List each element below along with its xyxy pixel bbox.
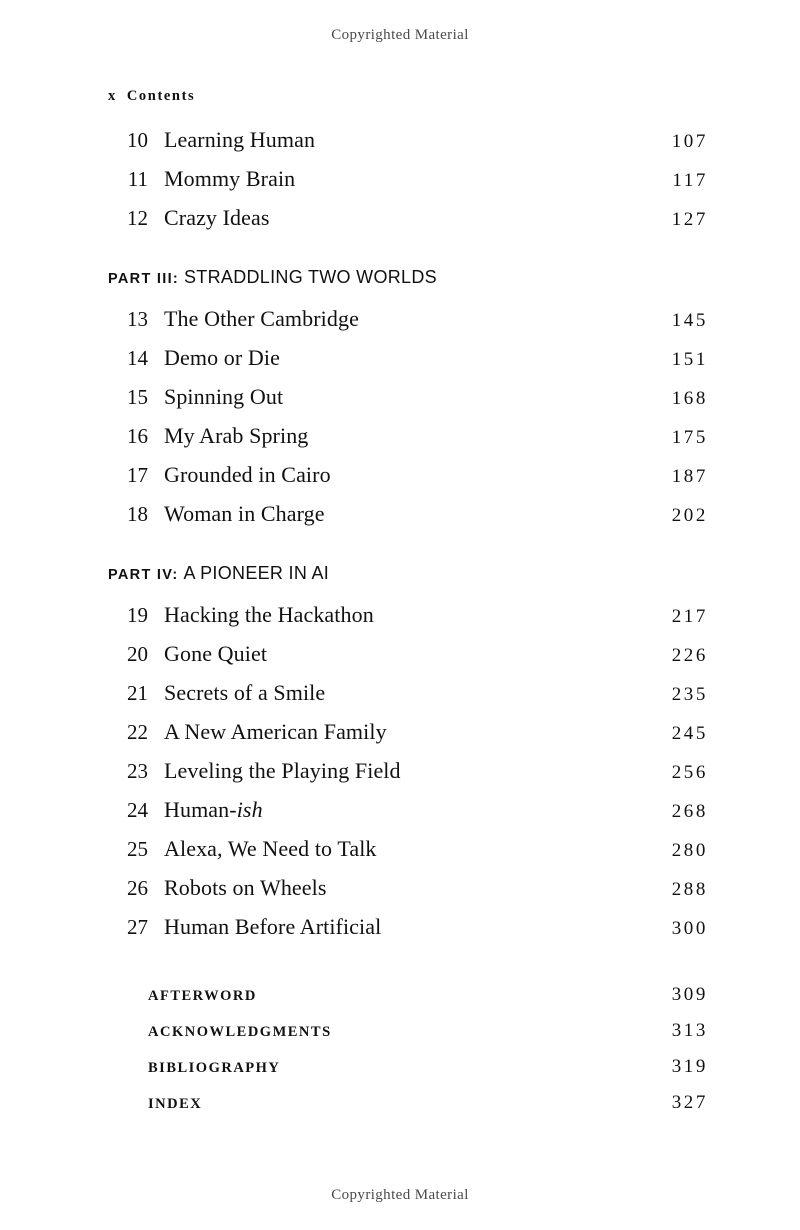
- chapter-page-number: 202: [671, 505, 708, 526]
- chapter-title: Hacking the Hackathon: [164, 602, 374, 627]
- chapter-page-number: 127: [671, 209, 708, 230]
- part-title: A PIONEER IN AI: [183, 563, 330, 583]
- chapter-page-number: 175: [671, 427, 708, 448]
- contents-body: [108, 88, 708, 1128]
- toc-entry[interactable]: [108, 758, 708, 794]
- toc-entry[interactable]: [108, 462, 708, 498]
- chapter-number: 26: [127, 876, 148, 900]
- chapter-title: Secrets of a Smile: [164, 680, 326, 705]
- backmatter-label: INDEX: [148, 1096, 203, 1112]
- backmatter-label: ACKNOWLEDGMENTS: [148, 1024, 332, 1040]
- chapter-title: Alexa, We Need to Talk: [164, 836, 377, 861]
- chapter-number: 20: [127, 642, 148, 666]
- backmatter-entry[interactable]: [108, 1056, 708, 1092]
- chapter-title: Grounded in Cairo: [164, 462, 331, 487]
- toc-entry[interactable]: [108, 602, 708, 638]
- chapter-title: Learning Human: [164, 127, 316, 152]
- chapter-number: 12: [127, 206, 148, 230]
- copyright-watermark-bottom: Copyrighted Material: [331, 1187, 469, 1203]
- backmatter-list: [108, 984, 708, 1128]
- toc-entry[interactable]: [108, 914, 708, 950]
- backmatter-entry[interactable]: [108, 1020, 708, 1056]
- chapter-page-number: 217: [671, 606, 708, 627]
- toc-entry[interactable]: [108, 836, 708, 872]
- chapter-title: Gone Quiet: [164, 641, 268, 666]
- toc-entry[interactable]: [108, 166, 708, 202]
- toc-entry[interactable]: [108, 501, 708, 537]
- chapter-number: 15: [127, 385, 148, 409]
- chapter-page-number: 288: [671, 879, 708, 900]
- chapter-title: Woman in Charge: [164, 501, 325, 526]
- backmatter-entry[interactable]: [108, 984, 708, 1020]
- toc-entry[interactable]: [108, 719, 708, 755]
- chapter-number: 13: [127, 307, 148, 331]
- chapter-number: 17: [127, 463, 148, 487]
- backmatter-entry[interactable]: [108, 1092, 708, 1128]
- part-heading-three: [108, 267, 708, 288]
- chapter-title: A New American Family: [164, 719, 387, 744]
- chapter-page-number: 145: [671, 310, 708, 331]
- toc-entry[interactable]: [108, 641, 708, 677]
- toc-entry[interactable]: [108, 680, 708, 716]
- chapter-page-number: 117: [672, 170, 708, 191]
- toc-entry[interactable]: [108, 345, 708, 381]
- toc-entry[interactable]: [108, 384, 708, 420]
- chapter-page-number: 226: [671, 645, 708, 666]
- chapter-page-number: 300: [671, 918, 708, 939]
- chapter-number: 19: [127, 603, 148, 627]
- chapter-title: The Other Cambridge: [164, 306, 359, 331]
- backmatter-page-number: 309: [671, 984, 708, 1005]
- chapter-title: Leveling the Playing Field: [164, 758, 401, 783]
- chapter-page-number: 235: [671, 684, 708, 705]
- chapter-page-number: 268: [671, 801, 708, 822]
- chapter-page-number: 280: [671, 840, 708, 861]
- part-label: PART IV:: [108, 567, 179, 583]
- running-head-label: Contents: [126, 88, 196, 104]
- chapter-number: 27: [127, 915, 148, 939]
- chapter-title: Human Before Artificial: [164, 914, 382, 939]
- page-folio: x: [108, 88, 117, 104]
- chapter-title: Spinning Out: [164, 384, 284, 409]
- chapter-title: Crazy Ideas: [164, 205, 270, 230]
- chapter-number: 24: [127, 798, 148, 822]
- chapter-page-number: 187: [671, 466, 708, 487]
- chapter-number: 16: [127, 424, 148, 448]
- chapter-number: 23: [127, 759, 148, 783]
- chapter-number: 14: [127, 346, 148, 370]
- part-heading-four: [108, 563, 708, 584]
- chapter-title: Human-ish: [164, 797, 263, 822]
- chapter-title: Demo or Die: [164, 345, 280, 370]
- toc-entry[interactable]: [108, 423, 708, 459]
- chapter-page-number: 151: [671, 349, 708, 370]
- chapter-number: 25: [127, 837, 148, 861]
- toc-entry[interactable]: [108, 127, 708, 163]
- chapter-page-number: 107: [671, 131, 708, 152]
- running-head: [108, 88, 708, 105]
- chapter-title: Robots on Wheels: [164, 875, 327, 900]
- toc-entry[interactable]: [108, 306, 708, 342]
- chapter-page-number: 245: [671, 723, 708, 744]
- toc-group-part-three: [108, 306, 708, 537]
- backmatter-page-number: 319: [671, 1056, 708, 1077]
- backmatter-page-number: 313: [671, 1020, 708, 1041]
- copyright-watermark-top: Copyrighted Material: [331, 27, 469, 43]
- chapter-page-number: 168: [671, 388, 708, 409]
- toc-entry[interactable]: [108, 875, 708, 911]
- chapter-title: Mommy Brain: [164, 166, 296, 191]
- toc-group-top: [108, 127, 708, 241]
- chapter-number: 21: [127, 681, 148, 705]
- chapter-page-number: 256: [671, 762, 708, 783]
- toc-group-part-four: [108, 602, 708, 950]
- part-title: STRADDLING TWO WORLDS: [183, 267, 437, 287]
- chapter-number: 22: [127, 720, 148, 744]
- chapter-number: 11: [127, 167, 148, 191]
- backmatter-page-number: 327: [671, 1092, 708, 1113]
- toc-entry[interactable]: [108, 797, 708, 833]
- chapter-number: 10: [127, 128, 148, 152]
- chapter-title: My Arab Spring: [164, 423, 309, 448]
- toc-entry[interactable]: [108, 205, 708, 241]
- table-of-contents: [108, 127, 708, 1128]
- backmatter-label: BIBLIOGRAPHY: [148, 1060, 281, 1076]
- chapter-number: 18: [127, 502, 148, 526]
- backmatter-label: AFTERWORD: [148, 988, 257, 1004]
- part-label: PART III:: [108, 271, 180, 287]
